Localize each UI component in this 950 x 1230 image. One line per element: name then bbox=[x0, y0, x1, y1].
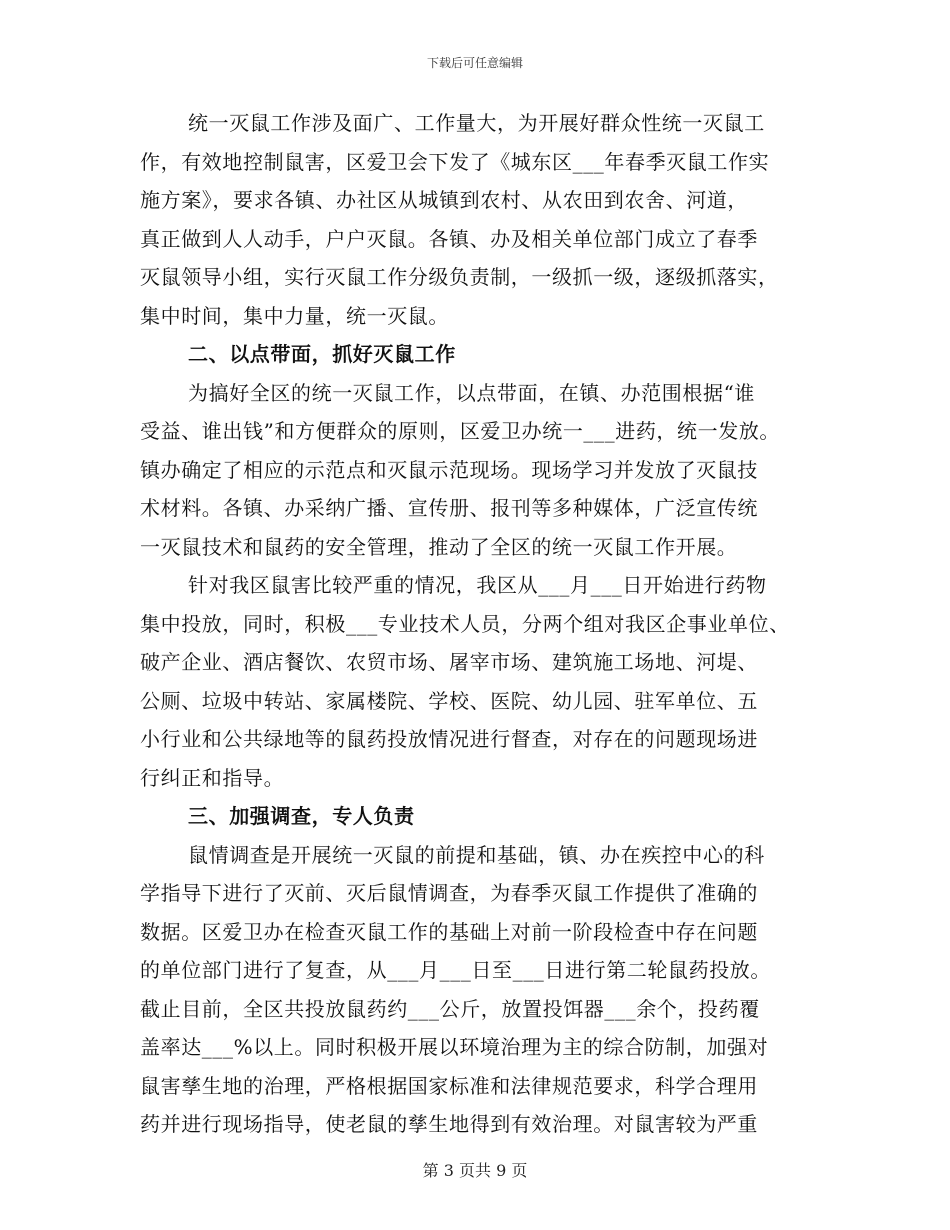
text-line: 盖率达___%以上。同时积极开展以环境治理为主的综合防制，加强对 bbox=[140, 1035, 769, 1059]
text-line: 集中投放，同时，积极___专业技术人员，分两个组对我区企事业单位、 bbox=[140, 611, 790, 636]
text-line: 针对我区鼠害比较严重的情况，我区从___月___日开始进行药物 bbox=[188, 573, 767, 597]
text-line: 小行业和公共绿地等的鼠药投放情况进行督查，对存在的问题现场进 bbox=[140, 727, 758, 751]
page-footer: 第 3 页共 9 页 bbox=[422, 1161, 528, 1180]
text-line: 数据。区爱卫办在检查灭鼠工作的基础上对前一阶段检查中存在问题 bbox=[140, 919, 758, 944]
document-body bbox=[140, 104, 820, 1144]
text-line: 作，有效地控制鼠害，区爱卫会下发了《城东区___年春季灭鼠工作实 bbox=[140, 149, 770, 174]
text-line: 的单位部门进行了复查，从___月___日至___日进行第二轮鼠药投放。 bbox=[140, 958, 771, 982]
text-line: 学指导下进行了灭前、灭后鼠情调查，为春季灭鼠工作提供了准确的 bbox=[140, 881, 758, 905]
text-line: 真正做到人人动手，户户灭鼠。各镇、办及相关单位部门成立了春季 bbox=[140, 226, 758, 251]
text-line: 灭鼠领导小组，实行灭鼠工作分级负责制，一级抓一级，逐级抓落实， bbox=[140, 265, 779, 289]
text-line: 公厕、垃圾中转站、家属楼院、学校、医院、幼儿园、驻军单位、五 bbox=[140, 688, 758, 713]
text-line: 为搞好全区的统一灭鼠工作，以点带面，在镇、办范围根据“谁 bbox=[188, 380, 756, 405]
text-line: 破产企业、酒店餐饮、农贸市场、屠宰市场、建筑施工场地、河堤、 bbox=[140, 650, 758, 674]
text-line: 受益、谁出钱”和方便群众的原则，区爱卫办统一___进药，统一发放。 bbox=[140, 419, 781, 443]
text-line: 集中时间，集中力量，统一灭鼠。 bbox=[140, 303, 449, 328]
page-header: 下载后可任意编辑 bbox=[426, 56, 523, 70]
text-line: 鼠害孳生地的治理，严格根据国家标准和法律规范要求，科学合理用 bbox=[140, 1073, 758, 1098]
section-heading: 三、加强调查，专人负责 bbox=[188, 804, 415, 828]
section-heading: 二、以点带面，抓好灭鼠工作 bbox=[188, 342, 456, 366]
text-line: 鼠情调查是开展统一灭鼠的前提和基础，镇、办在疾控中心的科 bbox=[188, 842, 765, 867]
text-line: 截止目前，全区共投放鼠药约___公斤，放置投饵器___余个，投药覆 bbox=[140, 996, 760, 1021]
text-line: 行纠正和指导。 bbox=[140, 765, 285, 790]
text-line: 药并进行现场指导，使老鼠的孳生地得到有效治理。对鼠害较为严重 bbox=[140, 1112, 758, 1136]
text-line: 统一灭鼠工作涉及面广、工作量大，为开展好群众性统一灭鼠工 bbox=[188, 111, 765, 135]
text-line: 镇办确定了相应的示范点和灭鼠示范现场。现场学习并发放了灭鼠技 bbox=[140, 457, 758, 482]
text-line: 施方案》，要求各镇、办社区从城镇到农村、从农田到农舍、河道， bbox=[140, 188, 748, 212]
text-line: 一灭鼠技术和鼠药的安全管理，推动了全区的统一灭鼠工作开展。 bbox=[140, 534, 738, 559]
text-line: 术材料。各镇、办采纳广播、宣传册、报刊等多种媒体，广泛宣传统 bbox=[140, 496, 758, 520]
